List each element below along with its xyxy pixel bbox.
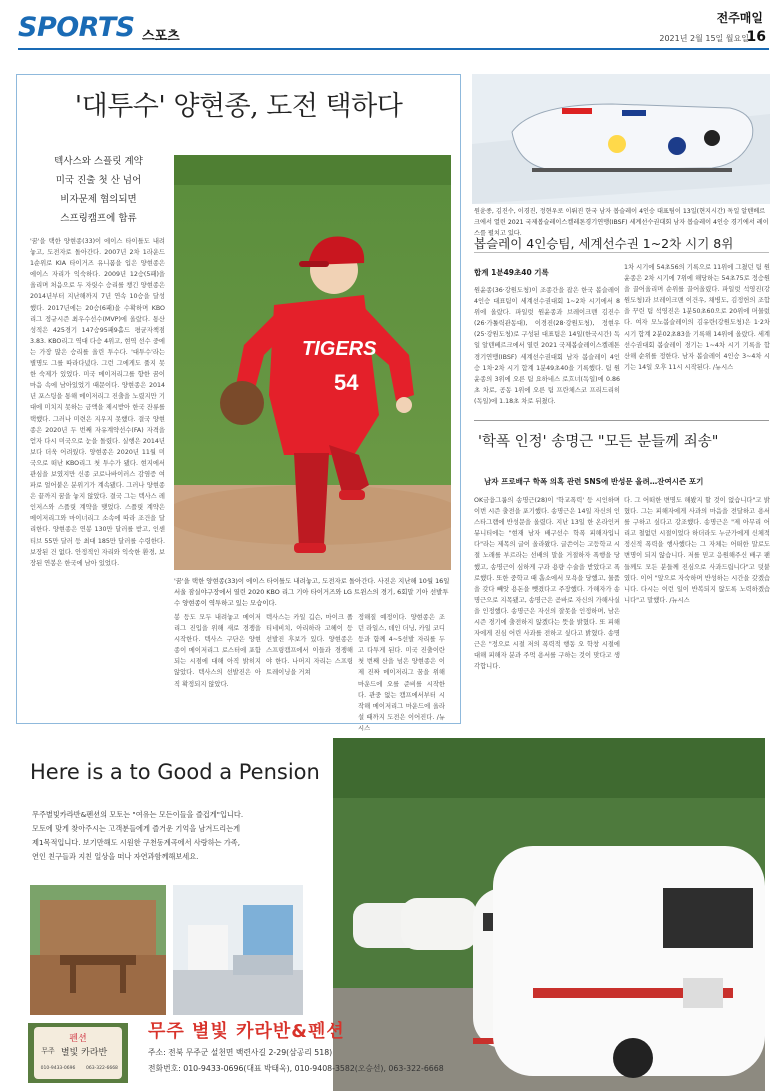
pitcher-illustration (174, 155, 451, 570)
svg-text:별빛 카라반: 별빛 카라반 (60, 1048, 108, 1058)
svg-text:펜션: 펜션 (69, 1034, 87, 1044)
svg-text:무주: 무주 (41, 1047, 55, 1055)
caravan-photo (333, 738, 765, 1091)
article-column: 원윤종(36·강원도청)이 조종간을 잡은 한국 봅슬레이 4인승 대표팀이 세계선수권대회 1~2차 시기에서 8위에 올랐다. 파일럿 원윤종과 브레이크맨 김진수(26·가톨릭관동대), 이경진(28·강원도청), 정현우(25·강원도청)로 구성된 대표팀은 14일(한국시간) 독일 알텐베르크에서 열린 2021 국제봅슬레이스켈레톤경기연맹(IBSF) 세계선수권대회 남자 봅슬레이 4인승 1차·2차 시기 합계 1분49초40을 기록했다. 팀 원윤종의 3위에 오른 팀 요하네스 로흐너(독일)에 0.86초 차로, 공동 1위에 오른 팀 프란체스코 프리드리히(독일)에 1.18초 차로 뒤쳤다. (474, 287, 620, 405)
jersey-team-text: TIGERS (302, 338, 377, 360)
page-number: 16 (746, 29, 766, 45)
subhead-line: 미국 진출 첫 산 넘어 (55, 175, 142, 186)
ad-text-line: 무주별빛카라반&펜션의 모토는 "여유는 모든이들을 즐겁게"입니다. (32, 810, 244, 819)
ad-business-name: 무주 별빛 카라반&펜션 (148, 1021, 345, 1042)
main-headline: '대투수' 양현종, 도전 택하다 (74, 91, 403, 122)
ad-address: 주소: 전북 무주군 설천면 백련사길 2-29(삼공리 518) (148, 1048, 333, 1057)
deck-photo (30, 885, 166, 1015)
ad-text-line: 연인 친구들과 지친 일상을 떠나 자연과함께해보세요. (32, 852, 199, 861)
article-column: OK금융그룹의 송명근(28)이 '학교폭력' 등 시인하며 이번 시즌 출전을 포기했다. 송명근은 14일 자신의 인스타그램에 반성문을 올렸다. 지난 13일 한 온라인커뮤니티에는 "현재 남자 배구선수 학폭 피해자입니다"라는 제목의 글이 올라왔다. 글쓴이는 고등학교 시절 노래를 부르라는 선배의 말을 거절하자 폭행을 당했고, 송명근이 심하게 구과 용량 수술을 받았다고 폭로했다. 또한 중학교 때 흡소에서 모욕을 당했고, 물품을 갖다 빼앗 용돈을 뺏겼다고 주장했다. 가해자가 송명근으로 지목됐고, 송명근은 곧바로 자신의 가해사실을 인정했다. 송명근은 자신의 잘못을 인정하며, 남은 시즌 경기에 출전하지 않겠다는 뜻을 밝혔다. 또 피해자에게 진심 어린 사과를 전하고 싶다고 밝혔다. 송명근은 "정으로 시절 저의 폭력적 행동 오 학창 시절에 대해 피해자 분과 주먹 용서를 구하는 것이 맞다고 생각합니다. (474, 497, 620, 671)
article-subhead: 남자 프로배구 학폭 의혹 관련 SNS에 반성문 올려…잔여시즌 포기 (484, 477, 704, 486)
subhead-line: 텍사스와 스플릿 계약 (54, 156, 143, 167)
article-headline: '학폭 인정' 송명근 "모든 분들께 죄송" (478, 434, 719, 450)
svg-text:010-9433-0696: 010-9433-0696 (40, 1066, 76, 1071)
main-subheads (36, 152, 161, 228)
header-rule (18, 48, 769, 50)
article-headline: 봅슬레이 4인승팀, 세계선수권 1~2차 시기 8위 (474, 236, 734, 251)
article-column: '꿈'을 택한 양현종(33)이 에이스 타이틀도 내려놓고, 도전자로 돌아간다. 2007년 2차 1라운드 1순위로 KIA 타이거즈 유니폼을 입은 양현종은 에이스 자리가 익숙하다. 2009년 12승(5패)을 올리며 처음으로 두 자릿수 승리를 챙긴 양현종은 2014년부터 지난해까지 7년 연속 10승을 달성했다. 2017년에는 20승(6패)을 수확하며 KBO리그 정규시즌 최우수선수(MVP)에 올랐다. 통산 성적은 425경기 147승95패9홀드 평균자책점 3.83. KBO리그 역대 다승 4위고, 현역 선수 중에는 가장 많은 승리를 올린 투수다. '대투수'라는 별명도 그를 따라다녔다. 그런 그에게도 풀지 못한 숙제가 있었다. 미국 메이저리그를 향한 꿈이 마음 속에 남아있었기 때문이다. 양현종은 2014년 포스팅을 통해 메이저리그 진출을 노렸지만 기대에 미치지 못하는 금액을 제시받아 한국 잔류를 택했다. 그러나 미련은 지우지 못했다. 결국 양현종은 2020년 두 번째 자유계약선수(FA) 자격을 얻자 다시 미국으로 눈을 돌렸다. 실행은 2014년보다 더욱 어려웠다. 양현종은 2020년 11월 미국으로 떠난 KBO리그 첫 투수가 됐다. 현지에서 관심을 보였지만 신종 코로나바이러스 감염증 여파로 얼어붙은 분위기가 계속됐다. 그러나 양현종은 끝까지 꿈을 놓지 않았다. 결국 그는 텍사스 레인저스와 스플릿 계약을 맺었다. 스플릿 계약은 메이저리그와 마이너리그 소속에 따라 조건을 달리한다. 양현종은 연봉 130만 달러를 받고, 인센티브 55만 달러 등 최대 185만 달러를 수령한다. 보장된 건 없다. 안정적인 자리와 익숙한 환경, 보장된 연봉은 한국에 남아 있었다. (30, 238, 165, 567)
article-column: 텍사스는 카일 깁슨, 마이크 폴티네비치, 아리하라 고헤이 등 선발진 후보가 있다. 양현종은 스프링캠프에서 이들과 경쟁해야 한다. 나머지 자리는 스프링 트레이닝을 거쳐 (266, 614, 353, 677)
ad-description (32, 808, 332, 864)
bobsleigh-illustration (472, 74, 770, 204)
section-logo: SPORTS (18, 12, 135, 43)
photo-caption: '꿈'을 택한 양현종(33)이 에이스 타이틀도 내려놓고, 도전자로 돌아간다. 사진은 지난해 10월 16일 서울 잠실야구장에서 열린 2020 KBO 리그 기아 타이거즈와 LG 트윈스의 경기, 6회말 기아 선발투수 양현종이 역투하고 있는 모습이다. (174, 577, 450, 607)
ad-text-line: 모토에 맞게 찾아주시는 고객분들에게 즐거운 기억을 남겨드리는게 (32, 824, 241, 833)
bobsleigh-photo (472, 74, 770, 204)
article-subhead: 합계 1분49초40 기록 (474, 268, 549, 277)
section-label-korean: 스포츠 (142, 29, 180, 44)
ad-phone: 전화번호: 010-9433-0696(대표 박태욱), 010-9408-3582(오승선), 063-322-6668 (148, 1064, 444, 1073)
divider (474, 252, 769, 253)
ad-text-line: 제1목적입니다. 보기만해도 시원한 구천동계곡에서 사랑하는 가족, (32, 838, 241, 847)
photo-caption: 원윤종, 김진수, 이경진, 정현우로 이뤄진 한국 남자 봅슬레이 4인승 대표팀이 13일(현지시간) 독일 알텐베르크에서 열린 2021 국제봅슬레이스켈레톤경기연맹(IBSF) 세계선수권대회 남자 봅슬레이 4인승 경기에서 레이스를 펼치고 있다. (474, 208, 769, 237)
divider (474, 420, 769, 421)
article-column: 봉 등도 모두 내려놓고 메이저리그 진입을 위해 새로 경쟁을 시작한다. 텍사스 구단은 양현종이 메이저리그 로스터에 포함되는 시점에 대해 아직 밝히지 않았다. 텍사스의 선발진은 아직 확정되지 않았다. (174, 614, 261, 688)
pension-sign-photo (28, 1023, 128, 1083)
glove-icon (220, 381, 264, 425)
pitcher-photo (174, 155, 451, 570)
issue-date: 2021년 2월 15일 월요일 (659, 34, 749, 43)
article-column: 1차 시기에 54초56의 기록으로 11위에 그쳤던 팀 원윤종은 2차 시기에 7위에 해당하는 54초75로 정승원을 끌어올리며 순위를 끌어올렸다. 파일럿 석영진(강원도청)과 브레이크맨 이건우, 채병도, 김정헌의 조합을 꾸린 팀 석영진은 1분50초60으로 20위에 머물렀다. 여자 모노봅슬레이의 김유란(강원도청)은 1·2차 시기 합계 2분02초83을 기록해 14위에 올랐다. 세계선수권대회 봅슬레이 경기는 1~4차 시기 기록을 합산해 순위를 정한다. 남자 봅슬레이 4인승 3~4차 시기는 14일 오후 11시 시작된다. /뉴시스 (624, 264, 770, 371)
jersey-number-text: 54 (334, 370, 359, 395)
ad-title: Here is a to Good a Pension (30, 760, 320, 784)
article-column: 다. 그 어떠한 변명도 해봤지 할 것이 없습니다"고 밝혔다. 그는 피해자에게 사과의 마음을 전달하고 용서를 구하고 싶다고 강조했다. 송명근은 "제 아무리 어리고 철없던 시절이었다 하더라도 누군가에게 신체적 정신적 폭력을 행사했다는 그 자체는 어떠한 말로도 변명이 되지 않습니다. 저를 믿고 응원해주신 배구 팬들께도 모든 분들께 진심으로 사과드립니다"고 덧붙였다. 이어 "앞으로 자숙하며 반성하는 시간을 갖겠습니다. 다시는 이런 일이 반복되지 않도록 노력하겠습니다"고 말했다. /뉴시스 (624, 497, 770, 604)
newspaper-name: 전주매일 (716, 11, 763, 25)
subhead-line: 비자문제 협의되면 (60, 194, 137, 205)
svg-text:063-322-6668: 063-322-6668 (86, 1066, 118, 1071)
subhead-line: 스프링캠프에 합류 (60, 213, 137, 224)
interior-photo (173, 885, 303, 1015)
article-column: 정해질 예정이다. 양현종은 조던 라일스, 데인 더닝, 카일 코디 등과 함께 4∼5선발 자리를 두고 다투게 된다. 미국 진출이란 첫 번째 산을 넘은 양현종은 이제 진짜 메이저리그 꿈을 위해 마운드에 오를 준비를 시작한다. 관중 없는 캠프에서부터 시작해 메이저리그 마운드에 올라설 때까지 도전은 이어진다. /뉴시스 (358, 614, 446, 732)
